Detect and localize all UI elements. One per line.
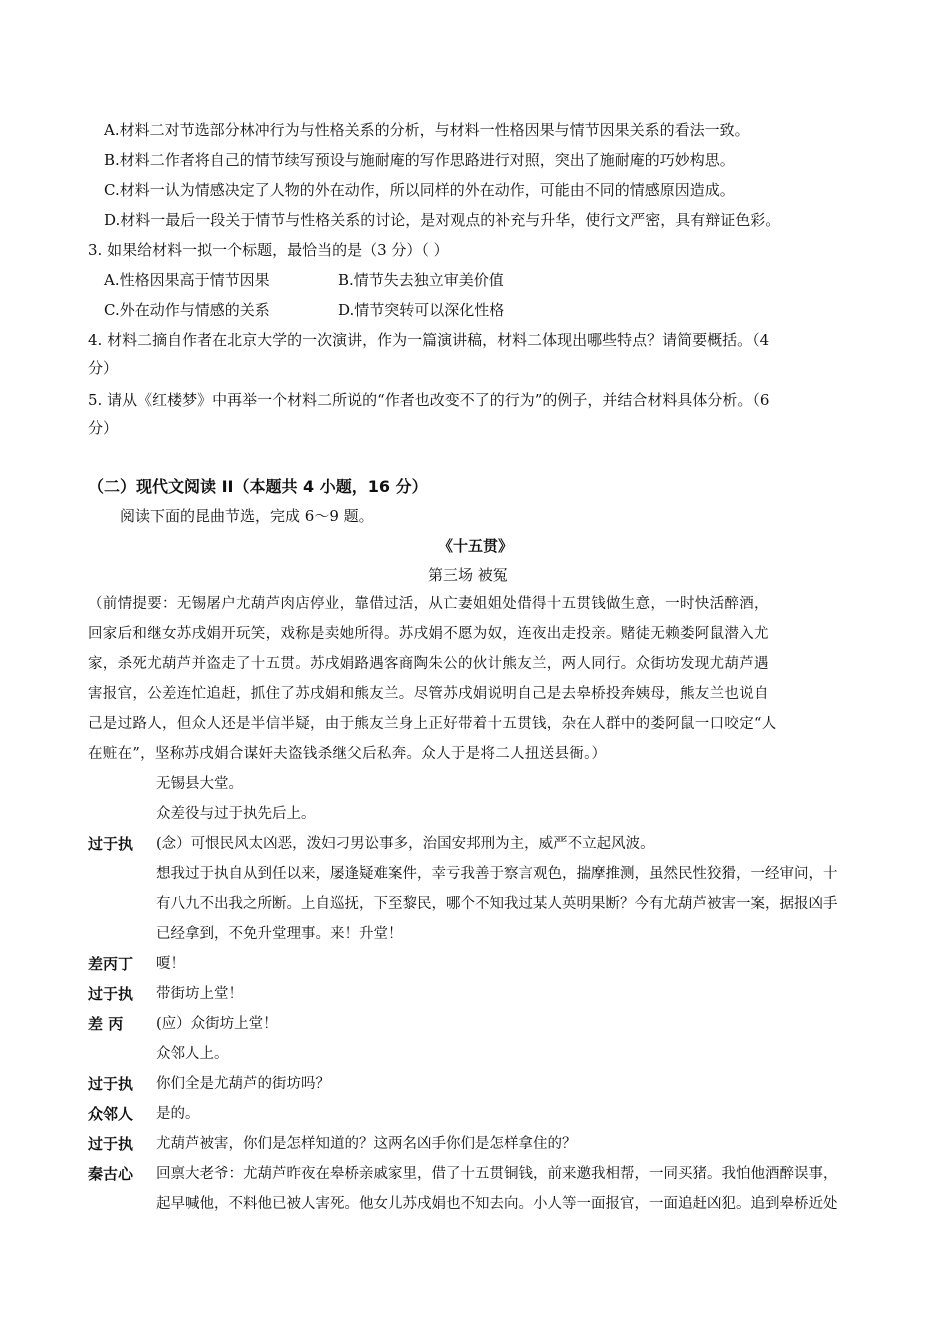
dialogue-line: 嗄！ — [156, 956, 185, 972]
q3-stem: 3. 如果给材料一拟一个标题，最恰当的是（3 分）（ ） — [88, 241, 449, 259]
q3-option-b: B.情节失去独立审美价值 — [338, 271, 504, 289]
section-intro: 阅读下面的昆曲节选，完成 6～9 题。 — [120, 507, 374, 525]
q2-option-a: A.材料二对节选部分林冲行为与性格关系的分析，与材料一性格因果与情节因果关系的看法一致。 — [104, 121, 750, 139]
stage-direction-1: 无锡县大堂。 — [156, 776, 243, 792]
speaker-label: 众邻人 — [88, 1105, 134, 1123]
stage-direction-3: 众邻人上。 — [156, 1046, 229, 1062]
dialogue-line: 回禀大老爷：尤葫芦昨夜在皋桥亲戚家里，借了十五贯铜钱，前来邀我相帮，一同买猪。我怕他酒醉误事， — [156, 1166, 838, 1182]
dialogue-line: 是的。 — [156, 1106, 200, 1122]
dialogue-line: 想我过于执自从到任以来，屡逢疑难案件，幸亏我善于察言观色，揣摩推测，虽然民性狡猾，一经审问，十 — [156, 866, 838, 882]
dialogue-line: 你们全是尤葫芦的街坊吗？ — [156, 1076, 330, 1092]
speaker-label: 过于执 — [88, 985, 134, 1003]
speaker-label: 过于执 — [88, 1135, 134, 1153]
dialogue-line: (应）众街坊上堂！ — [156, 1016, 278, 1032]
dialogue-line: 尤葫芦被害，你们是怎样知道的？这两名凶手你们是怎样拿住的？ — [156, 1136, 577, 1152]
preface-line-6: 在赃在”，坚称苏戌娟合谋奸夫盗钱杀继父后私奔。众人于是将二人扭送县衙。） — [88, 746, 607, 762]
speaker-label: 差丙丁 — [88, 955, 134, 973]
stage-direction-2: 众差役与过于执先后上。 — [156, 806, 316, 822]
q2-option-b: B.材料二作者将自己的情节续写预设与施耐庵的写作思路进行对照，突出了施耐庵的巧妙构思。 — [104, 151, 735, 169]
preface-line-2: 回家后和继女苏戌娟开玩笑，戏称是卖她所得。苏戌娟不愿为奴，连夜出走投亲。赌徒无赖娄阿鼠潜入尤 — [88, 626, 769, 642]
preface-line-3: 家，杀死尤葫芦并盗走了十五贯。苏戌娟路遇客商陶朱公的伙计熊友兰，两人同行。众街坊发现尤葫芦遇 — [88, 656, 769, 672]
q3-option-c: C.外在动作与情感的关系 — [104, 301, 270, 319]
speaker-label: 差 丙 — [88, 1015, 124, 1033]
dialogue-line: 带街坊上堂！ — [156, 986, 243, 1002]
q3-option-a: A.性格因果高于情节因果 — [104, 271, 270, 289]
dialogue-line: 有八九不出我之所断。上自巡抚，下至黎民，哪个不知我过某人英明果断？今有尤葫芦被害一案，据报凶手 — [156, 896, 838, 912]
q2-option-d: D.材料一最后一段关于情节与性格关系的讨论，是对观点的补充与升华，使行文严密，具有辩证色彩。 — [104, 211, 781, 229]
section-heading: （二）现代文阅读 II（本题共 4 小题，16 分） — [88, 477, 428, 496]
dialogue-line: (念）可恨民风太凶恶，泼妇刁男讼事多，治国安邦刑为主，威严不立起风波。 — [156, 836, 655, 852]
preface-line-5: 己是过路人，但众人还是半信半疑，由于熊友兰身上正好带着十五贯钱，杂在人群中的娄阿鼠一口咬定“人 — [88, 716, 777, 732]
preface-line-4: 害报官，公差连忙追赶，抓住了苏戌娟和熊友兰。尽管苏戌娟说明自己是去皋桥投奔姨母，熊友兰也说自 — [88, 686, 769, 702]
play-title: 《十五贯》 — [438, 537, 514, 555]
preface-line-1: （前情提要：无锡屠户尤葫芦肉店停业，靠借过活，从亡妻姐姐处借得十五贯钱做生意，一时快活醉酒， — [88, 596, 769, 612]
q4-line-2: 分） — [88, 359, 119, 377]
q2-option-c: C.材料一认为情感决定了人物的外在动作，所以同样的外在动作，可能由不同的情感原因造成。 — [104, 181, 735, 199]
q5-line-1: 5. 请从《红楼梦》中再举一个材料二所说的“作者也改变不了的行为”的例子，并结合材料具体分析。（6 — [88, 391, 770, 409]
speaker-label: 过于执 — [88, 835, 134, 853]
speaker-label: 秦古心 — [88, 1165, 134, 1183]
speaker-label: 过于执 — [88, 1075, 134, 1093]
q4-line-1: 4. 材料二摘自作者在北京大学的一次演讲，作为一篇演讲稿，材料二体现出哪些特点？请简要概括。（4 — [88, 331, 770, 349]
dialogue-line: 已经拿到，不免升堂理事。来！升堂！ — [156, 926, 403, 942]
q5-line-2: 分） — [88, 419, 119, 437]
q3-option-d: D.情节突转可以深化性格 — [338, 301, 505, 319]
scene-title: 第三场 被冤 — [428, 566, 508, 584]
dialogue-line: 起早喊他，不料他已被人害死。他女儿苏戌娟也不知去向。小人等一面报官，一面追赶凶犯。追到皋桥近处 — [156, 1196, 838, 1212]
